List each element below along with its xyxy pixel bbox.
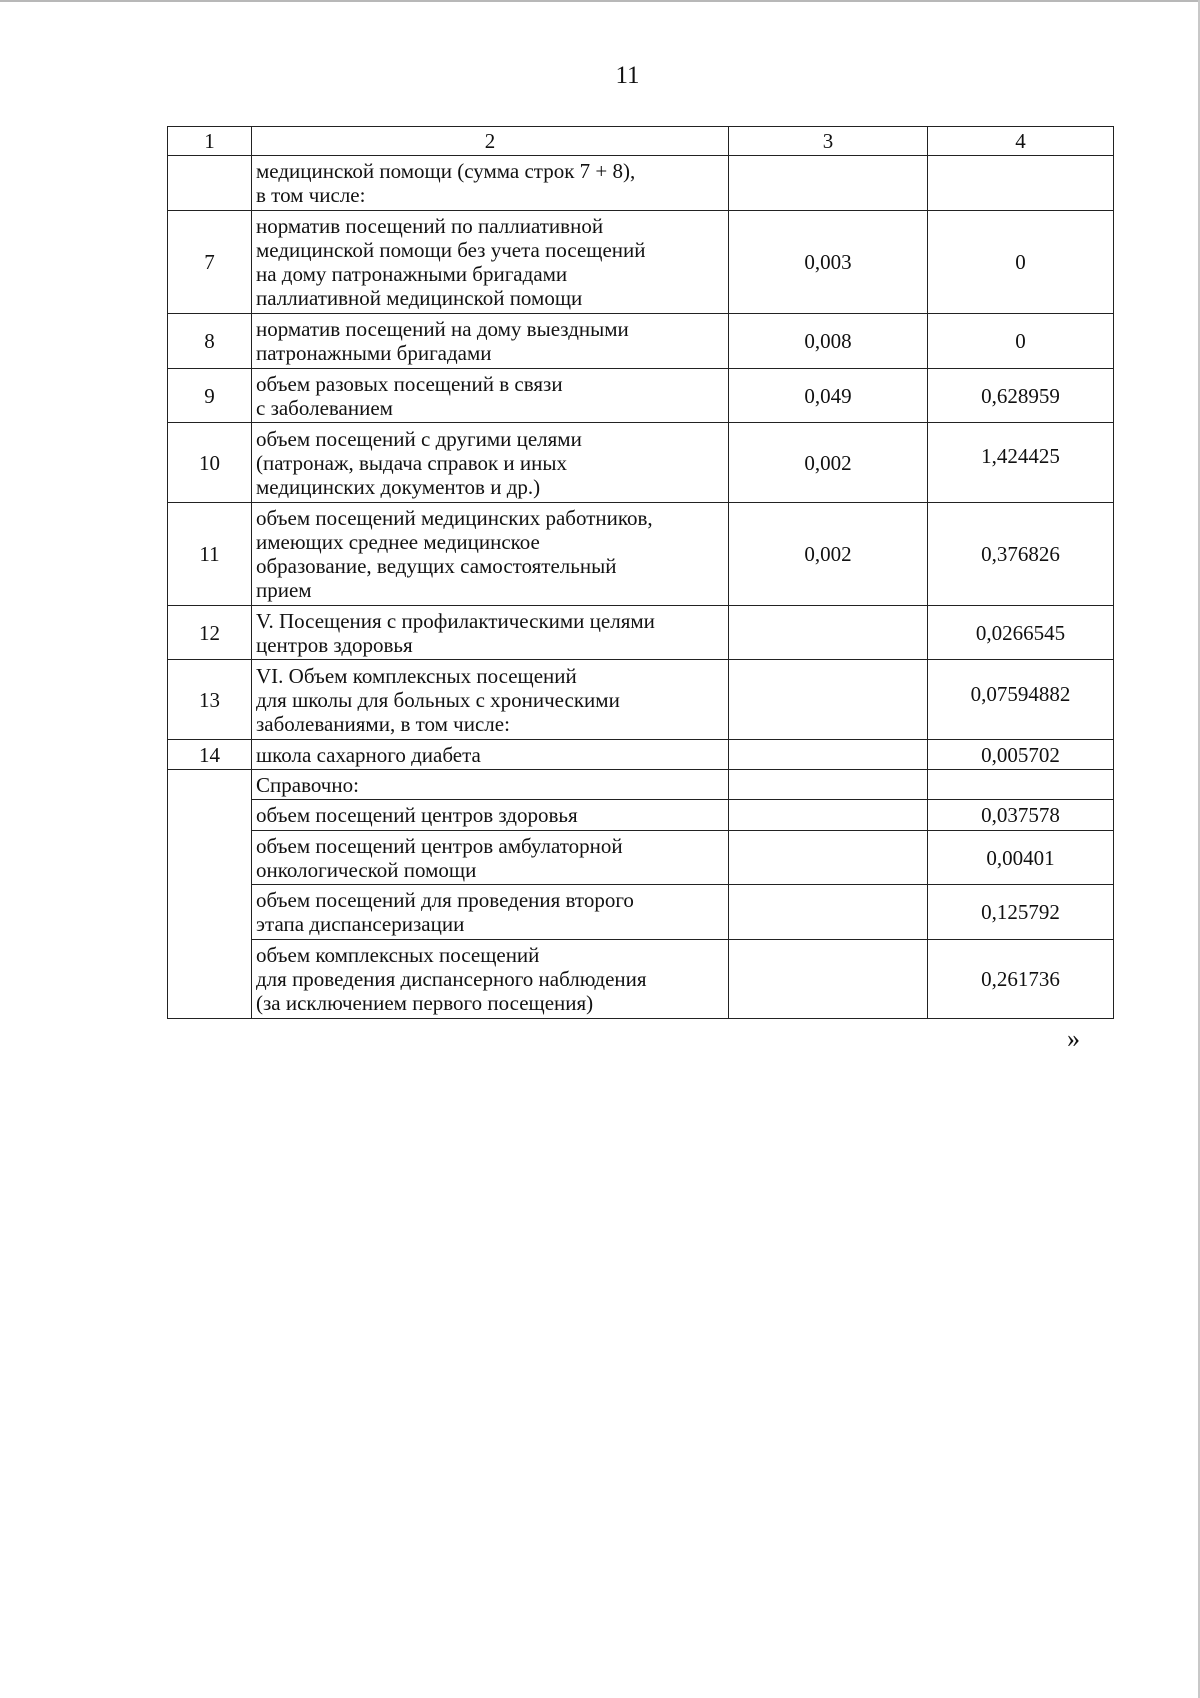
row-number: 9 bbox=[168, 369, 252, 423]
page-number: 11 bbox=[615, 62, 640, 89]
row-description bbox=[252, 885, 729, 940]
row-value-col3 bbox=[729, 940, 928, 1019]
row-value-col4 bbox=[928, 156, 1114, 211]
table-row bbox=[168, 740, 1114, 770]
table-header-row bbox=[168, 127, 1114, 156]
row-description bbox=[252, 660, 729, 740]
row-value-col4: 0,07594882 bbox=[928, 660, 1114, 740]
row-value-col4: 0,00401 bbox=[928, 831, 1114, 885]
description-line: V. Посещения с профилактическими целями bbox=[256, 608, 655, 633]
row-description bbox=[252, 156, 729, 211]
row-number: 14 bbox=[168, 740, 252, 770]
row-value-col3 bbox=[729, 800, 928, 831]
reference-title-col3 bbox=[729, 770, 928, 800]
row-value-col3 bbox=[729, 885, 928, 940]
row-value-col4: 0,037578 bbox=[928, 800, 1114, 831]
description-line: патронажными бригадами bbox=[256, 341, 492, 365]
row-value-col3 bbox=[729, 660, 928, 740]
column-number-1: 1 bbox=[168, 127, 252, 156]
row-value-col3: 0,002 bbox=[729, 503, 928, 606]
reference-title: Справочно: bbox=[252, 770, 729, 800]
table-row bbox=[168, 423, 1114, 503]
row-description bbox=[252, 831, 729, 885]
row-number bbox=[168, 156, 252, 211]
row-description bbox=[252, 369, 729, 423]
row-value-col4: 0 bbox=[928, 314, 1114, 369]
row-description bbox=[252, 423, 729, 503]
reference-title-col4 bbox=[928, 770, 1114, 800]
table-row bbox=[168, 314, 1114, 369]
row-value-col4: 0,125792 bbox=[928, 885, 1114, 940]
description-line: (за исключением первого посещения) bbox=[256, 991, 594, 1015]
row-value-col3 bbox=[729, 606, 928, 660]
row-value-col4: 0,376826 bbox=[928, 503, 1114, 606]
row-value-col3: 0,003 bbox=[729, 211, 928, 314]
row-value-col3: 0,008 bbox=[729, 314, 928, 369]
description-line: медицинской помощи без учета посещений bbox=[256, 238, 646, 262]
description-line: норматив посещений по паллиативной bbox=[256, 214, 604, 238]
table-row bbox=[168, 369, 1114, 423]
description-line: медицинских документов и др.) bbox=[256, 474, 541, 499]
row-number: 10 bbox=[168, 423, 252, 503]
description-line: медицинской помощи (сумма строк 7 + 8), bbox=[256, 159, 636, 183]
description-line: на дому патронажными бригадами bbox=[256, 262, 568, 286]
description-line: этапа диспансеризации bbox=[256, 912, 465, 936]
description-line: центров здоровья bbox=[256, 632, 413, 657]
row-description: школа сахарного диабета bbox=[252, 740, 729, 770]
row-description bbox=[252, 314, 729, 369]
row-value-col4: 1,424425 bbox=[928, 423, 1114, 503]
description-line: объем комплексных посещений bbox=[256, 943, 540, 967]
table-row bbox=[168, 156, 1114, 211]
description-line: объем посещений для проведения второго bbox=[256, 888, 634, 912]
description-line: объем посещений медицинских работников, bbox=[256, 506, 653, 530]
row-number: 8 bbox=[168, 314, 252, 369]
reference-row bbox=[168, 800, 1114, 831]
row-value-col3 bbox=[729, 740, 928, 770]
reference-row bbox=[168, 831, 1114, 885]
table-row bbox=[168, 503, 1114, 606]
column-number-2: 2 bbox=[252, 127, 729, 156]
table-row bbox=[168, 660, 1114, 740]
reference-title-row bbox=[168, 770, 1114, 800]
row-value-col4: 0,0266545 bbox=[928, 606, 1114, 660]
norms-table bbox=[167, 126, 1114, 1019]
row-number: 11 bbox=[168, 503, 252, 606]
row-value-col4: 0 bbox=[928, 211, 1114, 314]
description-line: объем разовых посещений в связи bbox=[256, 371, 563, 396]
description-line: имеющих среднее медицинское bbox=[256, 530, 540, 554]
scan-edge-top bbox=[0, 0, 1200, 2]
row-description bbox=[252, 211, 729, 314]
description-line: онкологической помощи bbox=[256, 857, 477, 882]
description-line: с заболеванием bbox=[256, 395, 393, 420]
description-line: в том числе: bbox=[256, 183, 366, 207]
column-number-4: 4 bbox=[928, 127, 1114, 156]
description-line: заболеваниями, в том числе: bbox=[256, 711, 510, 736]
reference-blank-cell bbox=[168, 770, 252, 1019]
row-value-col4: 0,005702 bbox=[928, 740, 1114, 770]
row-value-col3: 0,002 bbox=[729, 423, 928, 503]
row-value-col4: 0,261736 bbox=[928, 940, 1114, 1019]
row-number: 12 bbox=[168, 606, 252, 660]
row-description bbox=[252, 940, 729, 1019]
row-description: объем посещений центров здоровья bbox=[252, 800, 729, 831]
description-line: паллиативной медицинской помощи bbox=[256, 286, 583, 310]
row-value-col3: 0,049 bbox=[729, 369, 928, 423]
description-line: образование, ведущих самостоятельный bbox=[256, 554, 617, 578]
row-value-col4: 0,628959 bbox=[928, 369, 1114, 423]
description-line: норматив посещений на дому выездными bbox=[256, 317, 629, 341]
description-line: прием bbox=[256, 578, 312, 602]
table-row bbox=[168, 211, 1114, 314]
description-line: объем посещений центров амбулаторной bbox=[256, 833, 623, 858]
description-line: (патронаж, выдача справок и иных bbox=[256, 450, 568, 475]
row-value-col3 bbox=[729, 156, 928, 211]
row-value-col3 bbox=[729, 831, 928, 885]
row-number: 7 bbox=[168, 211, 252, 314]
description-line: VI. Объем комплексных посещений bbox=[256, 663, 577, 688]
table-row bbox=[168, 606, 1114, 660]
reference-row bbox=[168, 940, 1114, 1019]
row-description bbox=[252, 503, 729, 606]
row-description bbox=[252, 606, 729, 660]
row-number: 13 bbox=[168, 660, 252, 740]
description-line: объем посещений с другими целями bbox=[256, 426, 582, 451]
reference-row bbox=[168, 885, 1114, 940]
description-line: для школы для больных с хроническими bbox=[256, 687, 620, 712]
description-line: для проведения диспансерного наблюдения bbox=[256, 967, 647, 991]
column-number-3: 3 bbox=[729, 127, 928, 156]
closing-quote-mark: » bbox=[1067, 1024, 1080, 1053]
